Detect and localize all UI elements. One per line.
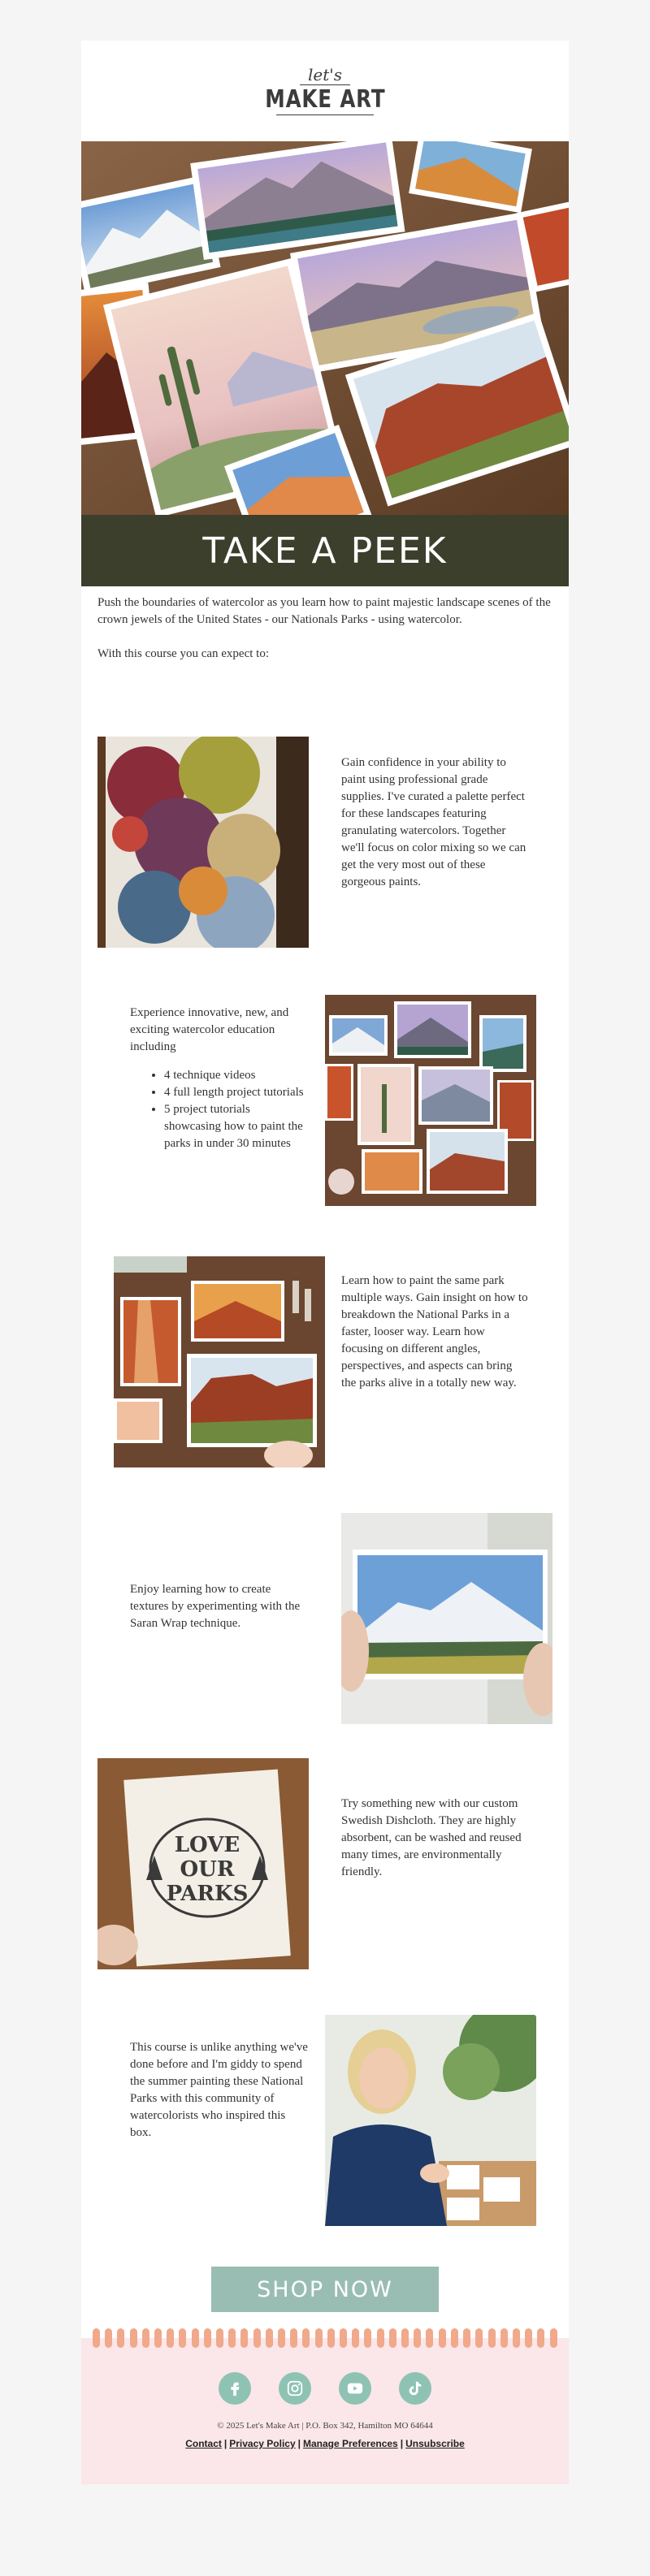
hero-paintings-illustration: [81, 141, 569, 515]
link-separator: |: [223, 2438, 228, 2449]
shop-now-button[interactable]: SHOP NOW: [211, 2267, 439, 2312]
unsubscribe-link[interactable]: Unsubscribe: [405, 2438, 465, 2449]
brand-logo[interactable]: [252, 64, 399, 116]
hero-image[interactable]: [81, 141, 569, 515]
dishcloth-image[interactable]: [98, 1758, 309, 1969]
canyon-paintings-image[interactable]: [114, 1256, 325, 1467]
cta-section: [81, 2255, 569, 2338]
feature-2-text: Experience innovative, new, and exciting watercolor education including: [130, 1006, 289, 1053]
svg-text:PARKS: PARKS: [166, 1882, 249, 1906]
features-section: [81, 680, 569, 2255]
scallop-border: [93, 2328, 557, 2348]
svg-text:OUR: OUR: [180, 1857, 235, 1882]
banner-title: TAKE A PEEK: [202, 529, 448, 572]
logo-script-text: let's: [300, 67, 350, 85]
manage-preferences-link[interactable]: Manage Preferences: [303, 2438, 398, 2449]
feature-3-text: Learn how to paint the same park multiple ways. Gain insight on how to breakdown the National Parks in a faster, looser way. Learn how focusing on different angles, perspectives, and aspects can bring the parks alive in a totally new way.: [341, 1274, 528, 1390]
mountain-painting-image[interactable]: [341, 1513, 552, 1724]
social-links: [81, 2372, 569, 2405]
artist-portrait-image[interactable]: [325, 2015, 536, 2226]
paint-palette-image[interactable]: [98, 737, 309, 948]
intro-lead: With this course you can expect to:: [98, 647, 270, 660]
list-item: • 5 project tutorials showcasing how to paint the parks in under 30 minutes: [164, 1101, 309, 1152]
feature-5-text: Try something new with our custom Swedish Dishcloth. They are highly absorbent, can be washed and reused many times, are environmentally friendly.: [341, 1797, 522, 1878]
feature-6-text: This course is unlike anything we've done before and I'm giddy to spend the summer painting these National Parks with this community of watercolorists who inspired this box.: [130, 2041, 308, 2139]
copyright-text: © 2025 Let's Make Art | P.O. Box 342, Hamilton MO 64644: [217, 2421, 433, 2431]
header: [81, 41, 569, 141]
intro-section: [81, 586, 569, 663]
facebook-icon[interactable]: [219, 2372, 251, 2405]
feature-4-text: Enjoy learning how to create textures by experimenting with the Saran Wrap technique.: [130, 1583, 301, 1630]
take-a-peek-banner: [81, 515, 569, 586]
list-item: • 4 full length project tutorials: [164, 1084, 309, 1101]
link-separator: |: [297, 2438, 301, 2449]
link-separator: |: [400, 2438, 404, 2449]
feature-2-text-block: [130, 1005, 309, 1152]
feature-1-text: Gain confidence in your ability to paint using professional grade supplies. I've curated a palette perfect for these landscapes featuring granulating watercolors. Together we'll focus on color mixing so we can get the very most out of these gorgeous paints.: [341, 756, 526, 888]
logo-underline: [276, 115, 374, 116]
list-item: • 4 technique videos: [164, 1067, 309, 1084]
paintings-collage-image[interactable]: [325, 995, 536, 1206]
contact-link[interactable]: Contact: [185, 2438, 222, 2449]
svg-text:LOVE: LOVE: [174, 1833, 240, 1857]
email-container: [81, 41, 569, 2484]
logo-main-text: MAKE ART: [264, 84, 386, 114]
tiktok-icon[interactable]: [399, 2372, 431, 2405]
youtube-icon[interactable]: [339, 2372, 371, 2405]
instagram-icon[interactable]: [279, 2372, 311, 2405]
intro-paragraph: Push the boundaries of watercolor as you learn how to paint majestic landscape scenes of the crown jewels of the United States - our Nationals Parks - using watercolor.: [98, 596, 551, 626]
feature-2-list: [164, 1067, 309, 1152]
footer-links: [81, 2438, 569, 2449]
privacy-policy-link[interactable]: Privacy Policy: [229, 2438, 296, 2449]
footer: [81, 2338, 569, 2484]
